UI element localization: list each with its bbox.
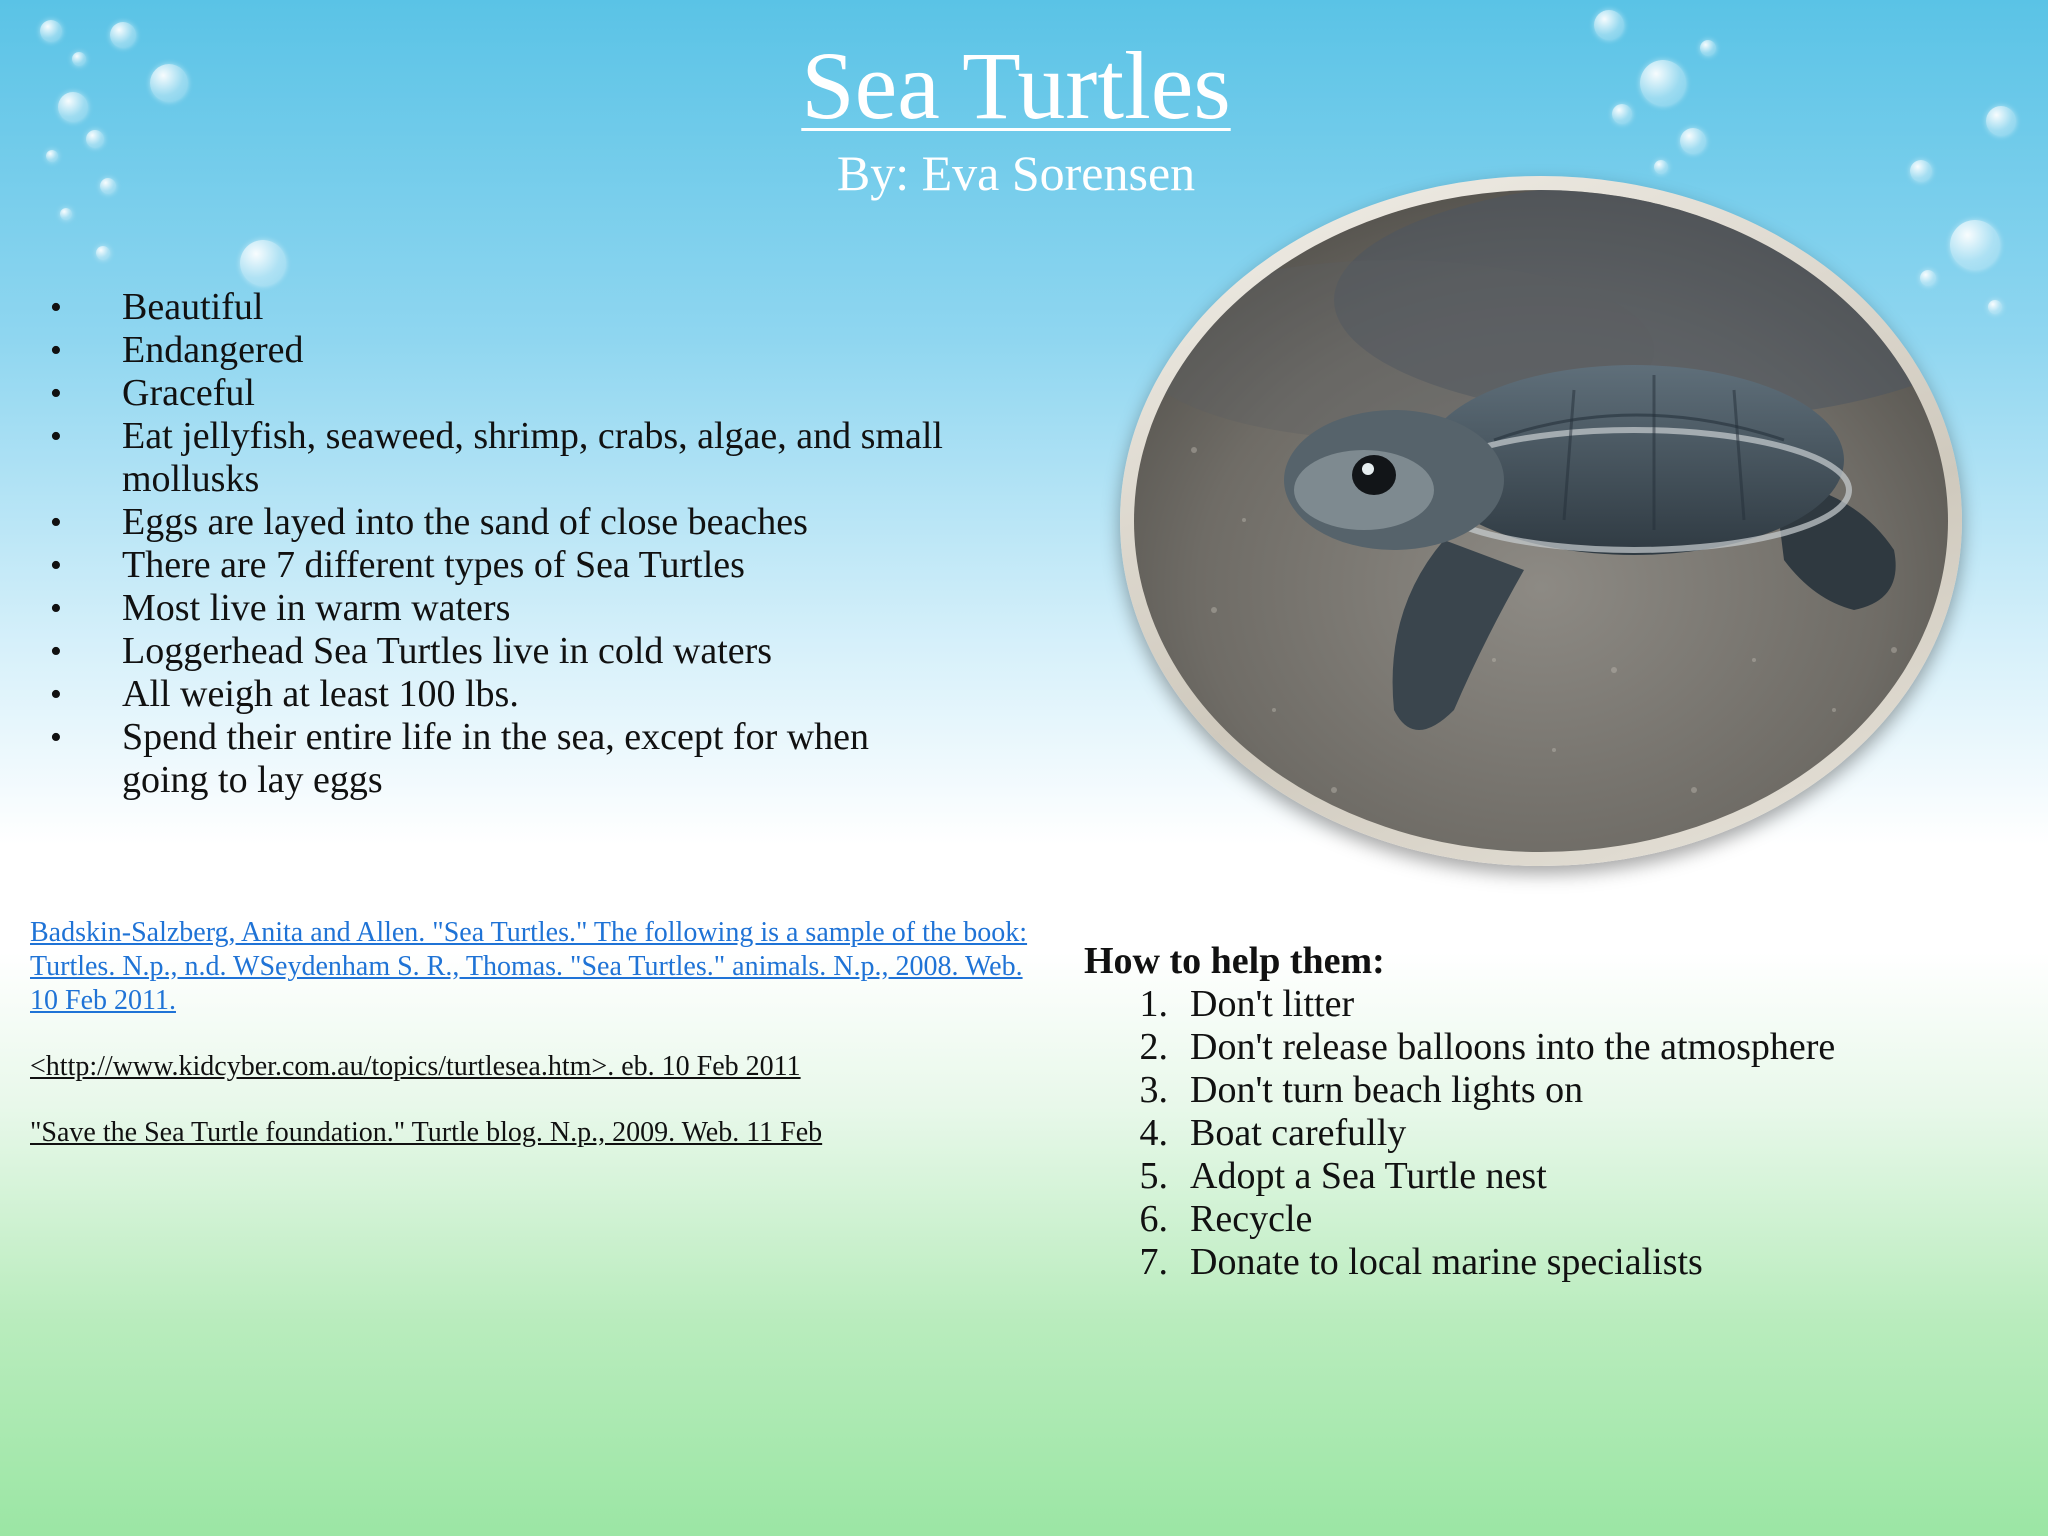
- help-item-number: 3.: [1139, 1069, 1168, 1111]
- fact-item: • Spend their entire life in the sea, except for when going to lay eggs: [50, 716, 950, 802]
- help-list: [1084, 983, 2024, 1284]
- references: [30, 916, 1030, 1150]
- help-item-number: 2.: [1139, 1026, 1168, 1068]
- fact-item: • Beautiful: [50, 286, 950, 329]
- fact-item: • Most live in warm waters: [50, 587, 950, 630]
- help-item: [1084, 1069, 2024, 1112]
- photo-frame: [1120, 176, 1962, 866]
- reference-link-1[interactable]: Badskin-Salzberg, Anita and Allen. "Sea Turtles." The following is a sample of the book: Turtles. N.p., n.d. WSeydenham S. R., Thomas. "Sea Turtles." animals. N.p., 2008. Web. 10 Feb 2011.: [30, 917, 1028, 1016]
- reference-link-2[interactable]: <http://www.kidcyber.com.au/topics/turtlesea.htm>. eb. 10 Feb 2011: [30, 1051, 801, 1082]
- help-item-text: Boat carefully: [1190, 1112, 1407, 1154]
- help-item: [1084, 1026, 2024, 1069]
- help-item-text: Don't release balloons into the atmosphere: [1190, 1026, 1836, 1068]
- help-item: [1084, 983, 2024, 1026]
- help-item-number: 7.: [1139, 1241, 1168, 1283]
- help-item-text: Don't litter: [1190, 983, 1355, 1025]
- help-item-text: Donate to local marine specialists: [1190, 1241, 1703, 1283]
- help-item-number: 4.: [1139, 1112, 1168, 1154]
- fact-item: • Loggerhead Sea Turtles live in cold waters: [50, 630, 950, 673]
- help-item-number: 5.: [1139, 1155, 1168, 1197]
- facts-list: [50, 286, 950, 802]
- fact-item: • Eggs are layed into the sand of close beaches: [50, 501, 950, 544]
- sea-turtle-photo: [1134, 190, 1948, 852]
- fact-item: • Eat jellyfish, seaweed, shrimp, crabs, algae, and small mollusks: [50, 415, 950, 501]
- help-item: [1084, 1241, 2024, 1284]
- help-item: [1084, 1112, 2024, 1155]
- help-item-number: 6.: [1139, 1198, 1168, 1240]
- slide-title: Sea Turtles: [801, 32, 1231, 139]
- help-item-text: Adopt a Sea Turtle nest: [1190, 1155, 1547, 1197]
- help-item-number: 1.: [1139, 983, 1168, 1025]
- fact-item: • There are 7 different types of Sea Turtles: [50, 544, 950, 587]
- help-item: [1084, 1198, 2024, 1241]
- help-heading: How to help them:: [1084, 940, 1385, 982]
- help-item: [1084, 1155, 2024, 1198]
- help-item-text: Don't turn beach lights on: [1190, 1069, 1584, 1111]
- slide-byline: By: Eva Sorensen: [836, 145, 1196, 201]
- reference-link-3[interactable]: "Save the Sea Turtle foundation." Turtle blog. N.p., 2009. Web. 11 Feb: [30, 1117, 823, 1148]
- fact-item: • Graceful: [50, 372, 950, 415]
- fact-item: • Endangered: [50, 329, 950, 372]
- help-section: [1084, 940, 2024, 1284]
- fact-item: • All weigh at least 100 lbs.: [50, 673, 950, 716]
- help-item-text: Recycle: [1190, 1198, 1313, 1240]
